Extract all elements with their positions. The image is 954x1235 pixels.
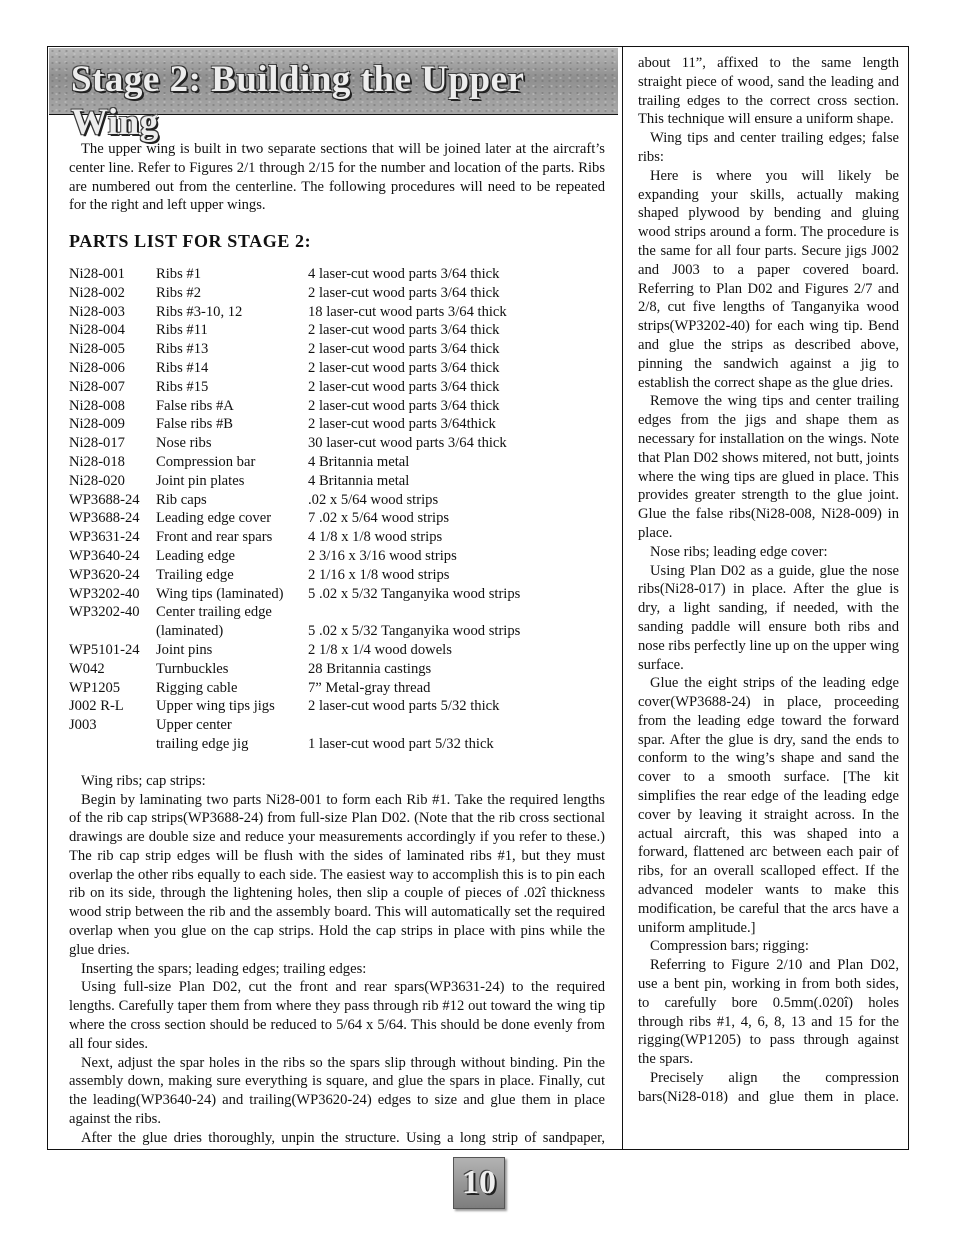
part-name: Leading edge bbox=[156, 547, 236, 564]
part-name: trailing edge jig bbox=[156, 735, 249, 752]
part-name: Front and rear spars bbox=[156, 529, 273, 546]
part-code: WP3688-24 bbox=[69, 510, 140, 527]
parts-row bbox=[69, 528, 520, 547]
parts-row bbox=[69, 378, 520, 397]
part-name: Center trailing edge bbox=[156, 604, 272, 621]
body-paragraph: Nose ribs; leading edge cover: bbox=[650, 543, 828, 560]
part-name: Wing tips (laminated) bbox=[156, 585, 284, 602]
part-description: 5 .02 x 5/32 Tanganyika wood strips bbox=[308, 623, 521, 640]
part-description: 7 .02 x 5/64 wood strips bbox=[308, 510, 450, 527]
part-name: Ribs #1 bbox=[156, 265, 202, 282]
parts-row bbox=[69, 303, 520, 322]
parts-row bbox=[69, 735, 520, 754]
part-code: WP1205 bbox=[69, 679, 121, 696]
parts-row bbox=[69, 284, 520, 303]
body-paragraph: After the glue dries thoroughly, unpin the structure. Using a long strip of sandpaper, bbox=[81, 1129, 605, 1146]
part-description: 2 laser-cut wood parts 5/32 thick bbox=[308, 698, 500, 715]
part-name: Ribs #2 bbox=[156, 284, 202, 301]
part-name: Compression bar bbox=[156, 453, 256, 470]
part-description: 7” Metal-gray thread bbox=[308, 679, 431, 696]
intro-paragraph: The upper wing is built in two separate sections that will be joined later at the aircraft’s center line. Refer to Figures 2/1 through 2/15 for the number and location of the parts. Ribs are numbered out from the centerline. The following procedures will need to be repeated for the right and left upper wings. bbox=[69, 141, 605, 214]
part-description bbox=[308, 603, 520, 622]
part-description: 2 1/16 x 1/8 wood strips bbox=[308, 566, 450, 583]
right-body-text bbox=[638, 54, 899, 1107]
part-description: .02 x 5/64 wood strips bbox=[308, 491, 439, 508]
body-paragraph: Glue the eight strips of the leading edge cover(WP3688-24) in place, proceeding from the leading edge toward the forward spar. After the glue is dry, sand the ends to conform to the wing’s shape and sand the cover to a smooth surface. [The kit simplifies the rear edge of the leading edge cover by leaving it straight across. In the actual aircraft, this was shaped into a forward, flattened arc between each pair of ribs, for an overall scalloped effect. If the advanced modeler wants to make this modification, be careful that the arcs have a uniform amplitude.] bbox=[638, 675, 899, 936]
left-body-text bbox=[69, 772, 605, 1148]
part-description: 2 laser-cut wood parts 3/64 thick bbox=[308, 341, 500, 358]
body-paragraph: Next, adjust the spar holes in the ribs so the spars slip through without binding. Pin the assembly down, making sure everything is square, and glue the spars in place. Finally, cut the leading(WP3640-24) and trailing(WP3620-24) edges to size and glue them in place against the ribs. bbox=[69, 1054, 605, 1128]
part-code: Ni28-002 bbox=[69, 284, 125, 301]
part-name: Turnbuckles bbox=[156, 660, 229, 677]
title-banner bbox=[49, 48, 618, 143]
parts-row bbox=[69, 397, 520, 416]
parts-row bbox=[69, 472, 520, 491]
body-paragraph: Using Plan D02 as a guide, glue the nose ribs(Ni28-017) in place. After the glue is dry, a light sanding, if needed, with the sanding paddle will ensure both ribs and nose ribs perfectly line up on the upper wing surface. bbox=[638, 562, 899, 673]
parts-row bbox=[69, 340, 520, 359]
body-paragraph: Precisely align the compression bars(Ni28-018) and glue them in place. bbox=[638, 1070, 899, 1105]
part-code: W042 bbox=[69, 660, 105, 677]
part-code: WP3202-40 bbox=[69, 585, 140, 602]
part-code bbox=[69, 735, 156, 754]
part-description: 4 laser-cut wood parts 3/64 thick bbox=[308, 265, 500, 282]
part-name: Trailing edge bbox=[156, 566, 234, 583]
part-name: Ribs #13 bbox=[156, 341, 209, 358]
part-description: 2 3/16 x 3/16 wood strips bbox=[308, 547, 457, 564]
parts-list-heading: PARTS LIST FOR STAGE 2: bbox=[69, 231, 312, 252]
part-description: 2 laser-cut wood parts 3/64thick bbox=[308, 416, 496, 433]
part-description bbox=[308, 716, 520, 735]
body-paragraph: Referring to Figure 2/10 and Plan D02, use a bent pin, working in from both sides, to carefully bore 0.5mm(.020î) holes through ribs #1, 4, 6, 8, 13 and 15 for the rigging(WP1205) to pass through against the spars. bbox=[638, 957, 899, 1068]
part-name: Joint pin plates bbox=[156, 472, 245, 489]
part-code: Ni28-017 bbox=[69, 435, 125, 452]
part-description: 2 1/8 x 1/4 wood dowels bbox=[308, 641, 452, 658]
part-code: Ni28-006 bbox=[69, 359, 125, 376]
part-name: Nose ribs bbox=[156, 435, 212, 452]
body-paragraph: Begin by laminating two parts Ni28-001 to form each Rib #1. Take the required lengths of the rib cap strips(WP3688-24) from full-size Plan D02. (Note that the rib cross sectional drawings are double size and reduce your measurements accordingly if you refer to these.) The rib cap strip edges will be flush with the sides of laminated ribs #1, but they must overlap the other ribs equally to each side. The easiest way to accomplish this is to pin each rib on its side, through the lightening holes, then slip a couple of pieces of .02î thickness wood strip between the rib and the assembly board. This will automatically set the required overlap when you glue on the cap strips. Hold the cap strips in place with pins while the glue dries. bbox=[69, 791, 605, 958]
left-column bbox=[69, 140, 605, 1148]
page-title: Stage 2: Building the Upper Wing bbox=[71, 59, 524, 143]
part-description: 2 laser-cut wood parts 3/64 thick bbox=[308, 322, 500, 339]
part-description: 5 .02 x 5/32 Tanganyika wood strips bbox=[308, 585, 521, 602]
part-code: J003 bbox=[69, 717, 97, 734]
part-code: WP3640-24 bbox=[69, 547, 140, 564]
parts-table bbox=[69, 265, 520, 754]
parts-row bbox=[69, 679, 520, 698]
part-code bbox=[69, 622, 156, 641]
part-name: (laminated) bbox=[156, 623, 224, 640]
part-code: WP3202-40 bbox=[69, 604, 140, 621]
part-name: Leading edge cover bbox=[156, 510, 272, 527]
part-code: Ni28-018 bbox=[69, 453, 125, 470]
part-name: False ribs #A bbox=[156, 397, 234, 414]
part-name: Ribs #11 bbox=[156, 322, 208, 339]
parts-row bbox=[69, 415, 520, 434]
parts-row bbox=[69, 509, 520, 528]
parts-row bbox=[69, 547, 520, 566]
parts-row bbox=[69, 585, 520, 604]
parts-row bbox=[69, 491, 520, 510]
part-name: Rib caps bbox=[156, 491, 207, 508]
parts-row bbox=[69, 566, 520, 585]
part-description: 1 laser-cut wood part 5/32 thick bbox=[308, 735, 494, 752]
body-paragraph: Compression bars; rigging: bbox=[650, 938, 809, 955]
body-paragraph: Inserting the spars; leading edges; trailing edges: bbox=[81, 960, 367, 977]
parts-row bbox=[69, 622, 520, 641]
part-code: Ni28-003 bbox=[69, 303, 125, 320]
parts-row bbox=[69, 641, 520, 660]
parts-row bbox=[69, 660, 520, 679]
parts-row bbox=[69, 321, 520, 340]
part-name: Ribs #14 bbox=[156, 359, 209, 376]
part-code: WP3620-24 bbox=[69, 566, 140, 583]
parts-row bbox=[69, 716, 520, 735]
parts-row bbox=[69, 697, 520, 716]
parts-row bbox=[69, 453, 520, 472]
parts-row bbox=[69, 359, 520, 378]
right-column bbox=[638, 54, 899, 1107]
part-code: Ni28-001 bbox=[69, 265, 125, 282]
part-description: 2 laser-cut wood parts 3/64 thick bbox=[308, 397, 500, 414]
column-divider bbox=[622, 46, 623, 1150]
body-paragraph: Using full-size Plan D02, cut the front and rear spars(WP3631-24) to the required lengths. Carefully taper them from where they pass through rib #12 out toward the wing tip where the cross section should be reduced to 5/64 x 5/64. This should be done evenly from all four sides. bbox=[69, 979, 605, 1052]
part-code: Ni28-004 bbox=[69, 322, 125, 339]
part-description: 30 laser-cut wood parts 3/64 thick bbox=[308, 435, 507, 452]
part-name: Upper center bbox=[156, 717, 232, 734]
part-name: False ribs #B bbox=[156, 416, 234, 433]
part-code: J002 R-L bbox=[69, 698, 124, 715]
part-code: WP3631-24 bbox=[69, 529, 140, 546]
part-description: 4 1/8 x 1/8 wood strips bbox=[308, 529, 443, 546]
part-description: 2 laser-cut wood parts 3/64 thick bbox=[308, 378, 500, 395]
part-description: 2 laser-cut wood parts 3/64 thick bbox=[308, 359, 500, 376]
parts-row bbox=[69, 265, 520, 284]
body-paragraph: Wing ribs; cap strips: bbox=[81, 772, 206, 789]
part-description: 18 laser-cut wood parts 3/64 thick bbox=[308, 303, 507, 320]
part-code: WP3688-24 bbox=[69, 491, 140, 508]
part-description: 28 Britannia castings bbox=[308, 660, 432, 677]
body-paragraph: Remove the wing tips and center trailing edges from the jigs and shape them as necessary for installation on the wings. Note that Plan D02 shows mitered, not butt, joints where the wing tips are glued in place. This provides greater strength to the glue joint. Glue the false ribs(Ni28-008, Ni28-009) in place. bbox=[638, 393, 899, 541]
part-description: 4 Britannia metal bbox=[308, 472, 410, 489]
part-code: Ni28-020 bbox=[69, 472, 125, 489]
part-name: Ribs #15 bbox=[156, 378, 209, 395]
part-code: Ni28-009 bbox=[69, 416, 125, 433]
part-description: 2 laser-cut wood parts 3/64 thick bbox=[308, 284, 500, 301]
part-name: Ribs #3-10, 12 bbox=[156, 303, 243, 320]
body-paragraph: Here is where you will likely be expanding your skills, actually making shaped plywood by bending and gluing wood strips around a form. The procedure is the same for all four parts. Secure jigs J002 and J003 to a paper covered board. Referring to Plan D02 and Figures 2/7 and 2/8, cut five lengths of Tanganyika wood strips(WP3202-40) for each wing tip. Bend and glue the strips as described above, pinning the sandwich against a jig to establish the correct shape as the glue dries. bbox=[638, 167, 899, 391]
parts-row bbox=[69, 434, 520, 453]
body-paragraph: about 11”, affixed to the same length straight piece of wood, sand the leading and trailing edges to the correct cross section. This technique will ensure a uniform shape. bbox=[638, 55, 899, 128]
body-paragraph: Wing tips and center trailing edges; false ribs: bbox=[638, 130, 899, 165]
part-name: Rigging cable bbox=[156, 679, 238, 696]
part-code: Ni28-005 bbox=[69, 341, 125, 358]
part-name: Upper wing tips jigs bbox=[156, 698, 275, 715]
parts-row bbox=[69, 603, 520, 622]
part-code: Ni28-007 bbox=[69, 378, 125, 395]
page-number-badge: 10 bbox=[453, 1157, 505, 1209]
part-code: Ni28-008 bbox=[69, 397, 125, 414]
part-description: 4 Britannia metal bbox=[308, 453, 410, 470]
part-code: WP5101-24 bbox=[69, 641, 140, 658]
part-name: Joint pins bbox=[156, 641, 213, 658]
